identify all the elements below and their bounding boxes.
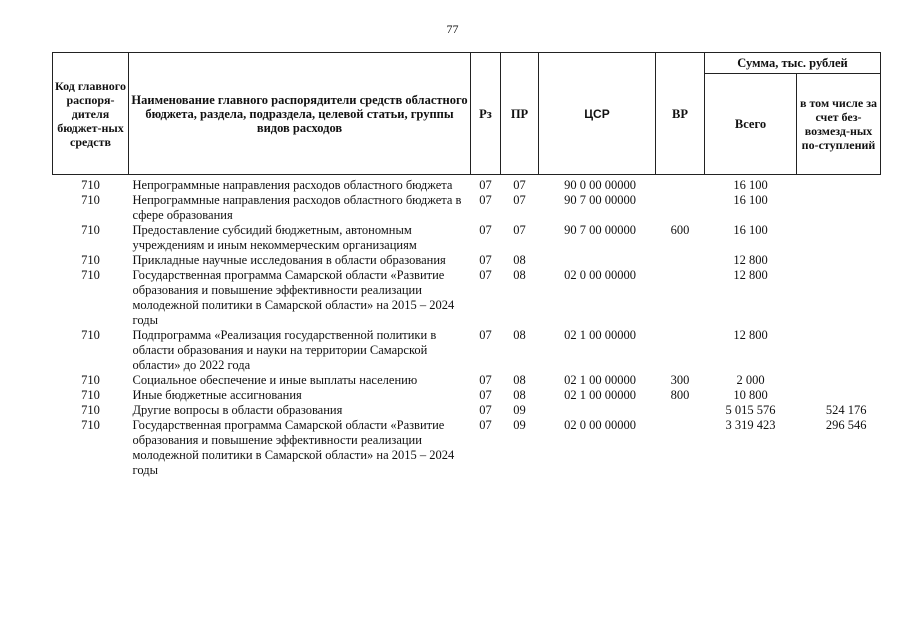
cell-total: 16 100 <box>733 223 768 237</box>
cell-total: 3 319 423 <box>725 418 776 432</box>
table-row <box>53 223 881 253</box>
header-total: Всего <box>705 74 797 175</box>
cell-rz: 07 <box>479 253 492 267</box>
cell-total: 2 000 <box>736 373 765 387</box>
cell-free: 524 176 <box>825 403 867 417</box>
cell-total: 10 800 <box>733 388 768 402</box>
budget-table <box>52 52 881 478</box>
header-csr: ЦСР <box>539 53 656 175</box>
cell-code: 710 <box>81 223 100 237</box>
header-free: в том числе за счет без-возмезд-ных по-ступлений <box>797 74 881 175</box>
cell-vr: 300 <box>670 373 690 387</box>
cell-pr: 07 <box>513 223 526 237</box>
cell-free <box>797 175 881 194</box>
cell-free <box>797 388 881 403</box>
cell-code: 710 <box>81 253 100 267</box>
cell-total: 16 100 <box>733 193 768 207</box>
cell-vr <box>656 193 705 223</box>
cell-code: 710 <box>81 388 100 402</box>
cell-vr <box>656 418 705 478</box>
cell-code: 710 <box>81 418 100 432</box>
cell-csr: 02 0 00 00000 <box>564 268 636 282</box>
cell-code: 710 <box>81 403 100 417</box>
header-sum: Сумма, тыс. рублей <box>705 53 881 74</box>
cell-pr: 08 <box>513 388 526 402</box>
header-name: Наименование главного распорядители средств областного бюджета, раздела, подраздела, целевой статьи, группы видов расходов <box>129 53 471 175</box>
cell-free: 296 546 <box>825 418 867 432</box>
cell-csr <box>539 403 656 418</box>
cell-name: Подпрограмма «Реализация государственной политики в области образования и науки на территории Самарской области» до 2022 года <box>132 328 437 372</box>
cell-rz: 07 <box>479 388 492 402</box>
cell-pr: 08 <box>513 328 526 342</box>
cell-pr: 09 <box>513 418 526 432</box>
cell-rz: 07 <box>479 178 492 192</box>
table-body <box>53 175 881 479</box>
cell-code: 710 <box>81 178 100 192</box>
cell-code: 710 <box>81 373 100 387</box>
cell-csr: 90 0 00 00000 <box>564 178 636 192</box>
cell-csr: 90 7 00 00000 <box>564 223 636 237</box>
cell-pr: 08 <box>513 268 526 282</box>
cell-free <box>797 268 881 328</box>
cell-vr <box>656 268 705 328</box>
table-row <box>53 403 881 418</box>
cell-total: 12 800 <box>733 328 768 342</box>
cell-free <box>797 253 881 268</box>
cell-csr: 02 1 00 00000 <box>564 328 636 342</box>
cell-rz: 07 <box>479 403 492 417</box>
cell-csr: 02 1 00 00000 <box>564 373 636 387</box>
cell-code: 710 <box>81 268 100 282</box>
table-row <box>53 388 881 403</box>
cell-name: Государственная программа Самарской области «Развитие образования и повышение эффективности реализации молодежной политики в Самарской области» на 2015 – 2024 годы <box>132 268 455 327</box>
cell-free <box>797 223 881 253</box>
cell-total: 12 800 <box>733 253 768 267</box>
header-pr: ПР <box>501 53 539 175</box>
cell-vr: 600 <box>670 223 690 237</box>
cell-name: Прикладные научные исследования в области образования <box>132 253 446 267</box>
cell-pr: 07 <box>513 193 526 207</box>
cell-code: 710 <box>81 193 100 207</box>
cell-free <box>797 328 881 373</box>
cell-vr <box>656 175 705 194</box>
cell-name: Предоставление субсидий бюджетным, автономным учреждениям и иным некоммерческим организациям <box>132 223 417 252</box>
cell-pr: 08 <box>513 253 526 267</box>
cell-total: 5 015 576 <box>725 403 776 417</box>
cell-rz: 07 <box>479 223 492 237</box>
table-row <box>53 193 881 223</box>
cell-csr: 02 0 00 00000 <box>564 418 636 432</box>
table-row <box>53 175 881 194</box>
cell-csr: 90 7 00 00000 <box>564 193 636 207</box>
cell-pr: 08 <box>513 373 526 387</box>
table-row <box>53 373 881 388</box>
cell-pr: 07 <box>513 178 526 192</box>
table-row <box>53 268 881 328</box>
cell-free <box>797 193 881 223</box>
cell-rz: 07 <box>479 268 492 282</box>
cell-name: Государственная программа Самарской области «Развитие образования и повышение эффективности реализации молодежной политики в Самарской области» на 2015 – 2024 годы <box>132 418 455 477</box>
cell-name: Другие вопросы в области образования <box>132 403 343 417</box>
header-rz: Рз <box>471 53 501 175</box>
cell-total: 12 800 <box>733 268 768 282</box>
cell-vr <box>656 253 705 268</box>
cell-name: Непрограммные направления расходов областного бюджета в сфере образования <box>132 193 462 222</box>
table-row <box>53 418 881 478</box>
cell-name: Социальное обеспечение и иные выплаты населению <box>132 373 418 387</box>
cell-rz: 07 <box>479 193 492 207</box>
cell-pr: 09 <box>513 403 526 417</box>
cell-csr <box>539 253 656 268</box>
table-header <box>53 53 881 175</box>
header-vr: ВР <box>656 53 705 175</box>
cell-csr: 02 1 00 00000 <box>564 388 636 402</box>
cell-code: 710 <box>81 328 100 342</box>
header-code: Код главного распоря-дителя бюджет-ных средств <box>53 53 129 175</box>
cell-vr <box>656 328 705 373</box>
cell-rz: 07 <box>479 418 492 432</box>
cell-vr <box>656 403 705 418</box>
cell-name: Непрограммные направления расходов областного бюджета <box>132 178 453 192</box>
table-row <box>53 253 881 268</box>
cell-rz: 07 <box>479 373 492 387</box>
page-number: 77 <box>446 22 459 36</box>
cell-name: Иные бюджетные ассигнования <box>132 388 302 402</box>
table-row <box>53 328 881 373</box>
cell-vr: 800 <box>670 388 690 402</box>
cell-total: 16 100 <box>733 178 768 192</box>
cell-rz: 07 <box>479 328 492 342</box>
cell-free <box>797 373 881 388</box>
